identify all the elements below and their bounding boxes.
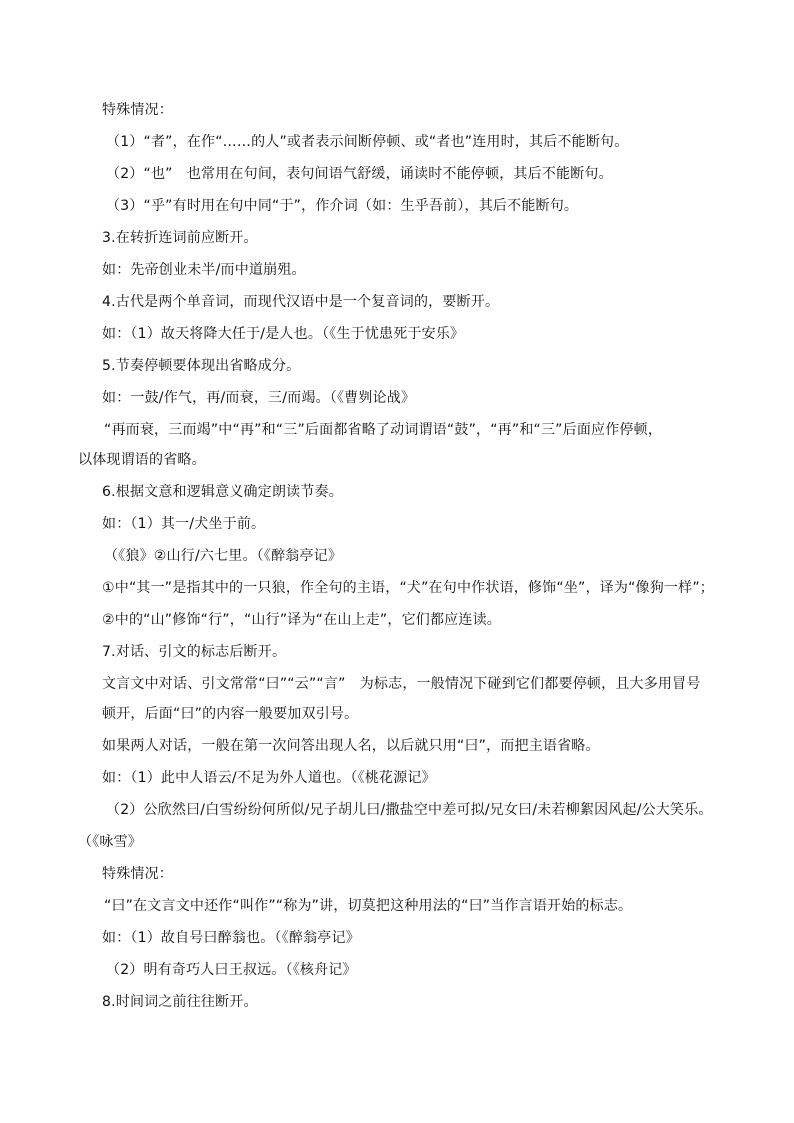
text-line: 如：（1）故天将降大任于/是人也。（《生于忧患死于安乐》: [102, 326, 465, 342]
text-line: （3）“乎”有时用在句中同“于”，作介词（如：生乎吾前），其后不能断句。: [106, 198, 579, 214]
text-line: 文言文中对话、引文常常“曰”“云”“言” 为标志，一般情况下碰到它们都要停顿，且大多用冒号: [102, 676, 701, 692]
text-line: （《狼》②山行/六七里。（《醉翁亭记》: [104, 548, 343, 564]
text-line: 如：一鼓/作气，再/而衰，三/而竭。（《曹刿论战》: [102, 390, 416, 406]
text-line: ②中的“山”修饰“行”，“山行”译为“在山上走”，它们都应连读。: [102, 612, 501, 628]
text-line: 以体现谓语的省略。: [78, 452, 206, 468]
text-line: 如：（1）故自号曰醉翁也。（《醉翁亭记》: [102, 930, 360, 946]
text-line: （2）“也” 也常用在句间，表句间语气舒缓，诵读时不能停顿，其后不能断句。: [106, 166, 613, 182]
text-line: 特殊情况：: [102, 866, 173, 882]
text-line: 4.古代是两个单音词，而现代汉语中是一个复音词的，要断开。: [102, 294, 500, 310]
text-line: “再而衰，三而竭”中“再”和“三”后面都省略了动词谓语“鼓”，“再”和“三”后面应作停顿，: [104, 422, 663, 438]
text-line: （2）公欣然曰/白雪纷纷何所似/兄子胡儿曰/撒盐空中差可拟/兄女曰/未若柳絮因风起/公大笑乐。: [106, 802, 713, 818]
text-line: 如果两人对话，一般在第一次问答出现人名，以后就只用“曰”，而把主语省略。: [102, 738, 600, 754]
text-line: 如：（1）此中人语云/不足为外人道也。（《桃花源记》: [102, 770, 436, 786]
text-line: （1）“者”，在作“……的人”或者表示间断停顿、或“者也”连用时，其后不能断句。: [106, 134, 629, 150]
text-line: 6.根据文意和逻辑意义确定朗读节奏。: [102, 484, 343, 500]
text-line: 7.对话、引文的标志后断开。: [102, 644, 287, 660]
text-line: 8.时间词之前往往断开。: [102, 994, 258, 1010]
text-line: （2）明有奇巧人曰王叔远。（《核舟记》: [106, 962, 357, 978]
text-line: 特殊情况：: [102, 102, 173, 118]
text-line: 如：（1）其一/犬坐于前。: [102, 516, 266, 532]
text-line: 顿开，后面“曰”的内容一般要加双引号。: [102, 706, 359, 722]
text-line: 如：先帝创业未半/而中道崩殂。: [102, 262, 306, 278]
text-line: “曰”在文言文中还作“叫作”“称为”讲，切莫把这种用法的“曰”当作言语开始的标志。: [104, 898, 633, 914]
text-line: （《咏雪》: [78, 834, 142, 850]
text-line: 3.在转折连词前应断开。: [102, 230, 258, 246]
text-line: 5.节奏停顿要体现出省略成分。: [102, 358, 301, 374]
text-line: ①中“其一”是指其中的一只狼，作全句的主语，“犬”在句中作状语，修饰“坐”，译为“像狗一样”；: [102, 580, 714, 596]
